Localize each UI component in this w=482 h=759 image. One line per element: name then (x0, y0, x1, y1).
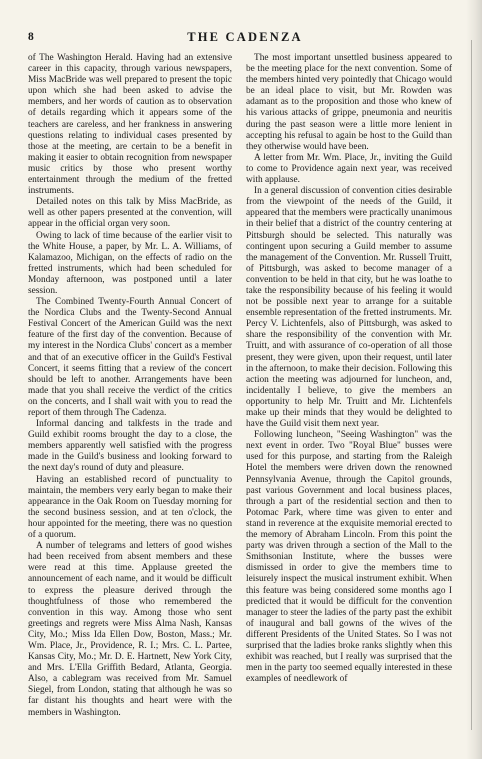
running-title: THE CADENZA (187, 30, 303, 44)
paragraph: A number of telegrams and letters of good wishes had been received from absent members and these were read at this time. Applause greeted the announcement of each name, and it would be difficult to express the pleasure derived through the thoughtfulness of those who remembered the convention in this way. Among those who sent greetings and regrets were Miss Alma Nash, Kansas City, Mo.; Miss Ida Ellen Dow, Boston, Mass.; Mr. Wm. Place, Jr., Providence, R. I.; Mrs. C. L. Partee, Kansas City, Mo.; Mr. D. E. Hartnett, New York City, and Mrs. L'Ella Griffith Bedard, Atlanta, Georgia. Also, a cablegram was received from Mr. Samuel Siegel, from London, stating that although he was so far distant his thoughts and heart were with the members in Washington. (28, 541, 232, 718)
paragraph: The most important unsettled business appeared to be the meeting place for the next convention. Some of the members hinted very pointedly that Chicago would be an ideal place to visit, but Mr. Rowden was adamant as to the proposition and those who knew of his various attacks of grippe, pneumonia and neuritis during the past season were a little more lenient in accepting his refusal to again be host to the Guild than they otherwise would have been. (246, 53, 452, 152)
paragraph: A letter from Mr. Wm. Place, Jr., inviting the Guild to come to Providence again next year, was received with applause. (246, 152, 452, 186)
page-header (28, 31, 462, 47)
page-number: 8 (28, 31, 34, 43)
paragraph: Detailed notes on this talk by Miss MacBride, as well as other papers presented at the convention, will appear in the official organ very soon. (28, 197, 232, 230)
paragraph: The Combined Twenty-Fourth Annual Concert of the Nordica Clubs and the Twenty-Second Annual Festival Concert of the American Guild was the next feature of the first day of the convention. Because of my interest in the Nordica Clubs' concert as a member and that of an executive officer in the Guild's Festival Concert, it seems fitting that a review of the concert should be left to another. Arrangements have been made that you shall receive the verdict of the critics on the concerts, and I shall wait with you to read the report of them through The Cadenza. (28, 297, 232, 418)
paragraph: In a general discussion of convention cities desirable from the viewpoint of the needs of the Guild, it appeared that the members were practically unanimous in their belief that a district of the country centering at Pittsburgh should be selected. This naturally was contingent upon securing a Guild member to assume the management of the Convention. Mr. Russell Truitt, of Pittsburgh, was asked to become manager of a convention to be held in that city, but he was loathe to take the responsibility because of his feeling it would not be possible next year to arrange for a suitable ensemble representation of the fretted instruments. Mr. Percy V. Lichtenfels, also of Pittsburgh, was asked to share the responsibility of the convention with Mr. Truitt, and with assurance of co-operation of all those present, they were given, upon their request, until later in the afternoon, to make their decision. Following this action the meeting was adjourned for luncheon, and, incidentally I believe, to give the members an opportunity to help Mr. Truitt and Mr. Lichtenfels make up their minds that they would be delighted to have the Guild visit them next year. (246, 186, 452, 430)
paragraph: Having an established record of punctuality to maintain, the members very early began to make their appearance in the Oak Room on Tuesday morning for the second business session, and at ten o'clock, the hour appointed for the meeting, there was no question of a quorum. (28, 474, 232, 541)
page-edge-line (471, 40, 472, 730)
paragraph: Following luncheon, "Seeing Washington" was the next event in order. Two "Royal Blue" busses were used for this purpose, and starting from the Raleigh Hotel the members were driven down the renowned Pennsylvania Avenue, through the Capitol grounds, past various Government and local business places, through a part of the residential section and then to Potomac Park, where time was given to enter and stand in reverence at the exquisite memorial erected to the memory of Abraham Lincoln. From this point the party was driven through a section of the Mall to the Smithsonian Institute, where the busses were dismissed in order to give the members time to leisurely inspect the musical instrument exhibit. When this feature was being considered some months ago I predicted that it would be difficult for the convention manager to steer the ladies of the party past the exhibit of inaugural and ball gowns of the wives of the different Presidents of the United States. So I was not surprised that the ladies broke ranks slightly when this exhibit was reached, but I really was surprised that the men in the party too seemed equally interested in these examples of needlework of (246, 430, 452, 685)
paragraph: of The Washington Herald. Having had an extensive career in this capacity, through various newspapers, Miss MacBride was well prepared to present the topic upon which she had been asked to advise the members, and her words of caution as to observation of details regarding which it appears some of the teachers are careless, and her frankness in answering questions relating to individual cases presented by those at the meeting, are certain to be a benefit in making it easier to obtain recognition from newspaper music critics by those who present worthy entertainment through the medium of the fretted instruments. (28, 53, 232, 197)
page-edge-shadow (466, 0, 482, 759)
left-column (28, 53, 232, 719)
right-column (246, 53, 452, 685)
paragraph: Informal dancing and talkfests in the trade and Guild exhibit rooms brought the day to a close, the members apparently well satisfied with the progress made in the Guild's business and looking forward to the next day's round of duty and pleasure. (28, 419, 232, 474)
paragraph: Owing to lack of time because of the earlier visit to the White House, a paper, by Mr. L. A. Williams, of Kalamazoo, Michigan, on the effects of radio on the fretted instruments, which had been scheduled for Monday afternoon, was postponed until a later session. (28, 230, 232, 296)
